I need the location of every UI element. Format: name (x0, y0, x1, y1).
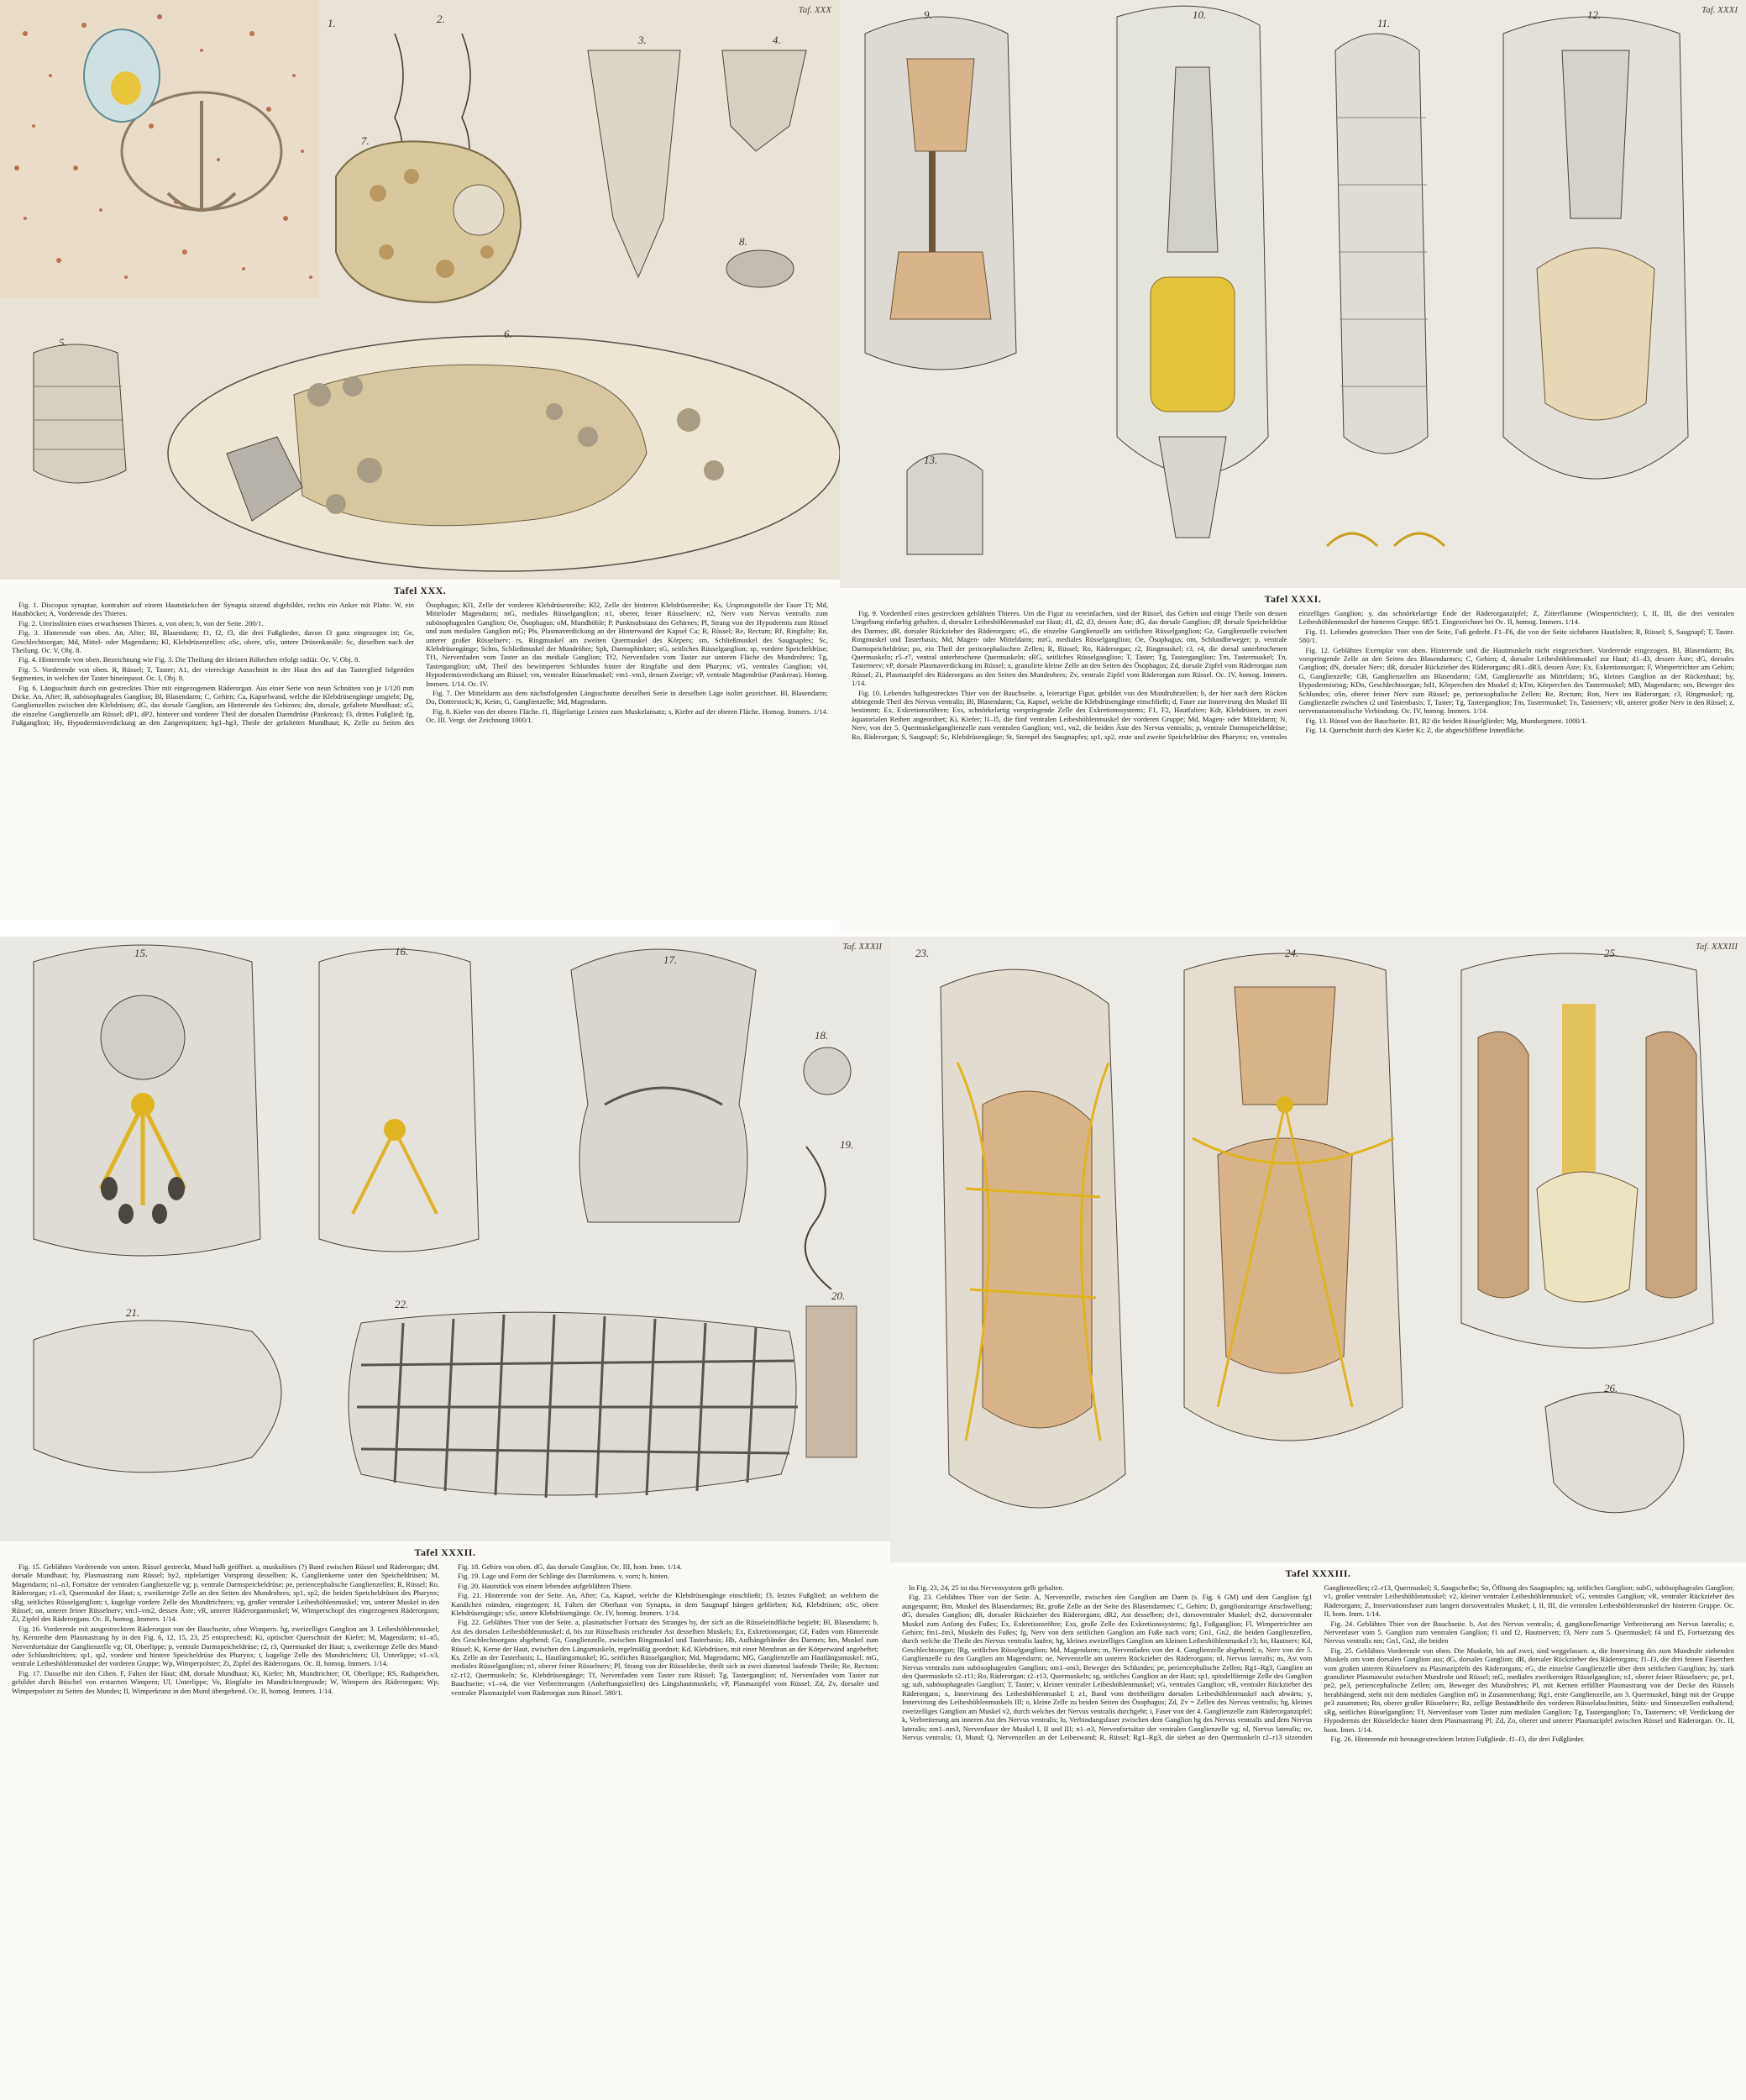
fig-number: 9. (924, 8, 932, 21)
fig-number: 21. (126, 1306, 140, 1319)
caption-paragraph: Fig. 4. Hinterende von oben. Bezeichnung wie Fig. 3. Die Theilung der kleinen Röhrchen erfolgt radiär. Oc. V, Obj. 8. (18, 655, 360, 664)
fig25-left-organ (1478, 1032, 1528, 1298)
plate-xxx-drawings (0, 0, 840, 580)
plate-xxx-caption (0, 580, 840, 920)
caption-paragraph: Fig. 17. Dasselbe mit den Cilien. F, Falten der Haut; dM, dorsale Mundhaut; Ki, Kiefer; Mt, Mundtrichter; Ol, Oberlippe; RS, Radspeichen, gebildet durch Büschel von erstarrten Wimpern; Ul, Unterlippe; Vo, Ringfalte im Mundtrichtergrunde; W, Wimpern des Räderorgans; Wp, Wimperpolster zu Seiten des Mundes; II, Wimperkranz in den Mund übergehend. Oc. II, homog. Immers. 1/14. (12, 1668, 439, 1695)
caption-paragraph: Fig. 23. Geblähtes Thier von der Seite. A, Nervenzelle, zwischen den Ganglion am Darm (s. Fig. 6 GM) und dem Ganglion fg1 ausgespannt; Bm, Muskel des Blasendarmes; Bz, große Zelle an der Seite des Blasendarmes; C, Gehirn; D, ganglionärartige Anschwellung; dG, dorsales Ganglion; dR, dorsaler Rückzieher des Räderorgans; dR2, Ast desselben; dv1, dorsoventraler Muskel; dv2, dorsoventraler Muskel zum Anfang des Fußes; Ex, Exkretionsröhre; Exs, große Zelle des Exkretionssystems; fg1, Fußganglion; Fl, Wimpertrichter am Gehirn; fm1–fm3, Muskeln des Fußes; fg, Nerv von dem seitlichen Ganglion am Fuße nach vorn; Gn1, Gn2, die beiden Ganglienzellen, durch welche die Theile des Nervus ventralis laufen; hg, kleines zweizelliges Ganglion am kleinen Leibeshöhlenmuskel r3; hn, Hautnerv; Kd, Geschlechtsorgan; lRg, seitliches Rüsselganglion; Md, Magendarm; m, Nervenfaden von der 4. Ganglienzelle abgehend; n, Nerv von der 5. Ganglienzelle zu den Ganglien am Magendarm; ne, Nervenzelle am unteren Rückzieher des Räderorgans; nl, Nervus lateralis; ns, Ast vom Nervus ventralis zum subösophagealen Ganglion; om1–om3, Beweger des Schlundes; pe, periencephalische Zellen; Rg1–Rg3, Ganglien an den Quermuskeln r2–r11; Ro, Räderorgan; r2–r13, Quermuskeln; sg, seitliches Ganglion an der Haut; sp1, spindelförmige Zelle des Ganglion sg; sub, subösophageales Ganglion; T, Taster; v, kleiner ventraler Leibeshöhlenmuskel; vG, ventrales Ganglion; vR, ventraler Rückzieher des Räderorgans; x, Innervirung des Leibeshöhlenmuskel I; z1, Band vom dreitheiligen dorsalen Leibeshöhlenmuskel nach abwärts; y, Innervirung des Leibeshöhlenmuskels III; o, kleine Zelle zu beiden Seiten des Ösophagus; Zd, Zv = Zellen des Nervus ventralis; hg, kleines zweizelliges Ganglion am Muskel v2, durch welches der Nervus ventralis durchgeht; i, Faser von der 4. Ganglienzelle zum Räderorganzipfel; k, Verbreiterung am inneren Ast des Nervus ventralis; lo, Verbindungsfaser zwischen dem Ganglion hg des Nervus ventralis und dem Nervus lateralis; nm1–nm3, Nervenfaser der Muskel I, II und III; n1–n3, Nervenfortsätze der ventralen Ganglienzelle vg; nl, Nervus lateralis; nv, Nervus ventralis; O, Mund; Q, Nervenzellen an der Leibeswand; R, Rüssel; Rg1–Rg3, die sieben an den Quermuskeln r2–r13 sitzenden Ganglienzellen; r2–r13, Quermuskel; S, Saugscheibe; So, Öffnung des Saugnapfes; sg, seitliches Ganglion; subG, subösophageales Ganglion; v1, großer ventraler Leibeshöhlenmuskel; v2, kleiner ventraler Leibeshöhlenmuskel; vG, ventrales Ganglion; vR, ventraler Rückzieher des Räderorgans; Z, Innervationsfaser zum langen dorsoventralen Muskel; I, II, III, die ventralen Leibeshöhlenmuskel der hinteren Gruppe. Oc. II, hom. Imm. 1/14. (902, 1583, 1734, 1741)
fig24-gut (1218, 1138, 1352, 1373)
fig-number: 1. (328, 17, 336, 29)
plate-xxxii-illustration (0, 937, 890, 1541)
fig15-ganglion (131, 1093, 155, 1116)
fig-number: 13. (924, 454, 938, 466)
plate-xxxi-illustration (840, 0, 1746, 588)
caption-paragraph: Fig. 2. Umrisslinien eines erwachsenen Thieres. a, von oben; b, von der Seite. 200/1. (18, 618, 264, 627)
plate-xxxii-caption (0, 1541, 890, 2100)
plate-xxxiii-tafel-mark: Taf. XXXIII (1695, 942, 1738, 952)
fig-number: 11. (1377, 17, 1391, 29)
plate-xxxii-panel (0, 937, 890, 2100)
fig1-skin-patch (0, 0, 319, 298)
caption-paragraph: Fig. 9. Vordertheil eines gestreckten geblähten Thieres. Um die Figur zu vereinfachen, sind der Rüssel, das Gehirn und einige Theile von dessen Umgebung einfarbig gehalten. d, dorsaler Leibeshöhlenmuskel zur Haut; d1, d2, d3, dessen Äste; dG, das dorsale Ganglion; dP, dorsale Speicheldrüse des Darmes; dR, dorsaler Rückzieher des Räderorgans; eG, die einzelne Ganglienzelle am seitlichen Rüsselganglion; Gz, Ganglienzelle zwischen Ringmuskel und Tasterbasis; Md, Magen- oder Mitteldarm; mrG, mediales Rüsselganglion; Oe, Ösophagus; om, Schlundbeweger; p, ventrale Darmspeicheldrüse; po, ein Theil der pericoephalischen Zellen; R, Rüssel; Ro, Räderorgan; r2, Ringmuskel; r3, r4, die dorsal unterbrochenen Quermuskeln; r5–r7, ventral unterbrochene Quermuskeln; sRG, seitliches Rüsselganglion; T, Taster; Tg, Tasterganglion; Tm, Tastermuskel; Tn, Tasternerv; vP, dorsale Plasmaverdickung im Rüssel; x, granulirte kleine Zelle an den Seiten des Ösophagus; Zd, dorsale Zipfel vom Räderorgan zum Rüssel; Zi, Plasmazipfel des Räderorgans an den Seiten des Mundrohres; Zv, ventrale Zipfel vom Räderorgan zum Rüssel. Oc. IV, homog. Immers. 1/14. (852, 609, 1287, 688)
caption-paragraph: Fig. 26. Hinterende mit herausgestrecktem letzten Fußgliede. f1–f3, die drei Fußglieder. (1330, 1734, 1585, 1743)
fig4-hind-end (722, 50, 806, 151)
fig-number: 26. (1604, 1382, 1618, 1394)
fig10-midgut (1151, 277, 1235, 412)
plate-xxxiii-caption-text (902, 1583, 1734, 1743)
fig20-skin (806, 1306, 857, 1457)
fig8-jaw (726, 250, 794, 287)
fig7-keim (454, 185, 504, 235)
plate-xxxiii-panel (890, 937, 1746, 2100)
fig24-ganglion (1277, 1096, 1293, 1113)
fig1-animal-yellow (111, 71, 141, 105)
caption-paragraph: Fig. 13. Rüssel von der Bauchseite. B1, B2 die beiden Rüsselglieder; Mg, Mundsegment. 1000/1. (1305, 716, 1587, 725)
fig10-pharynx (1167, 67, 1218, 252)
fig5-front-end (34, 344, 126, 483)
plate-xxxiii-title: Tafel XXXIII. (1285, 1567, 1351, 1579)
fig9-gut (890, 252, 991, 319)
plate-xxxi-drawings (840, 0, 1746, 588)
fig-number: 15. (134, 947, 149, 959)
fig14-jaw-section (1327, 533, 1445, 546)
caption-paragraph: Fig. 20. Hautstück von einem lebenden aufgeblähten Thiere. (458, 1581, 632, 1590)
caption-paragraph: Fig. 10. Lebendes halbgestrecktes Thier von der Bauchseite. a, leierartige Figur, gebildet von den Mundrohrzellen; b, der hier nach dem Rücken abbiegende Theil des Nervus ventralis; Bl, Blasendarm; Ca, Kapsel, welche die Klebdrüsengänge einschließt; d, Faser zur Innervirung des Muskel III bestimmt; Ex, Exkretionsröhren; Exs, schnörkelartig vorspringende Zelle des Exkretionssystems; F1, F2, Hautfalten; Kdr, Klebdrüsen, in zwei äquatorialen Reihen angeordnet; Ki, Kiefer; l1–l5, die fünf ventralen Leibeshöhlenmuskel der vorderen Gruppe; Md, Magen- oder Mitteldarm; N, Nerv, von der 5. Quermuskelganglienzelle zum ventralen Ganglion; vn1, vn2, die beiden Äste des Nervus ventralis; p, ventrale Darmspeicheldrüse; Ro, Räderorgan; S, Saugnapf; Sc, Klebdrüsengänge; St, Stempel des Saugnapfes; sp1, sp2, erste und zweite Speicheldrüse des Pharynx; vn, ventrales einzelliges Ganglion; y, das schnörkelartige Ende der Räderorganzipfel; Z, Zitterflamme (Wimpertrichter); I, II, III, die drei ventralen Leibeshöhlenmuskel der hinteren Gruppe. 685/1. Eingezeichnet bei Oc. II, homog. Immers. 1/14. (852, 609, 1734, 741)
plate-xxxii-title: Tafel XXXII. (414, 1546, 476, 1558)
fig26-hind-end (1545, 1392, 1684, 1512)
fig-number: 3. (638, 34, 647, 46)
plate-xxx-caption-text (12, 601, 828, 727)
fig-number: 18. (815, 1029, 829, 1042)
plate-xxxii-caption-text (12, 1562, 878, 1697)
plate-xxxi-caption-text (852, 609, 1734, 741)
fig-number: 20. (831, 1289, 846, 1302)
fig25-right-organ (1646, 1032, 1696, 1298)
fig-number: 17. (663, 953, 678, 966)
caption-paragraph: Fig. 19. Lage und Form der Schlinge des Darmlumens. v, vorn; h, hinten. (458, 1572, 669, 1581)
plate-xxx-panel (0, 0, 840, 920)
fig-number: 2. (437, 13, 445, 25)
fig-number: 23. (915, 947, 930, 959)
fig11-body (1335, 34, 1428, 454)
fig-number: 12. (1587, 8, 1602, 21)
fig9-proboscis (907, 59, 974, 151)
fig10-foot (1159, 437, 1226, 538)
fig13-proboscis (907, 454, 983, 554)
fig16-front-end (319, 949, 479, 1252)
caption-paragraph: Fig. 6. Längsschnitt durch ein gestrecktes Thier mit eingezogenem Räderorgan. Aus einer Serie von neun Schnitten von je 1/120 mm Dicke. An, After; B, subösophageales Ganglion; Bl, Blasendarm; C, Gehirn; Ca, Kapselwand, welche die Klebdrüsengänge umgiebt; Dg, Ganglienzellen zwischen den Klebdrüsen; dG, das dorsale Ganglion, am Hinterende des Gehirnes; dm, dorsale, gefaltete Mundhaut; sG, die einzelne Ganglienzelle am Rüssel; dP1, dP2, hinterer und vorderer Theil der dorsalen Darmdrüse (Pankreas); f3, drittes Fußglied; fg, Fußganglion; Hy, Hypodermisverdickung an den Zangenspitzen; hg1–hg3, Theile der gefalteten Mundhaut; K, Zelle zu Seiten des Ösophagus; Kl1, Zelle der vorderen Klebdrüsenreihe; Kl2, Zelle der hinteren Klebdrüsenreihe; Ks, Ursprungsstelle der Faser Tf; Md, Mitteloder Magendarm; mG, mediales Rüsselganglion; n1, oberer, feiner Rüsselnerv; n2, Nerv vom Nervus ventralis zum subösophagealen Ganglion; Oe, Ösophagus; oM, Mundhöhle; P, Punktsubstanz des Gehirnes; Pl, Strang von der Hypodermis zum Rüssel und zum medialen Ganglion mG; Pls, Plasmaverdickung an der Hinterwand der Kapsel Ca; R, Rüssel; Re, Rectum; Rf, Ringfalte; Rn, unterer großer Rüsselnerv; rs, Ringmuskel am zweiten Quermuskel des Körpers; sm, Schließmuskel des Saugnapfes; Sc, Klebdrüsengänge; Schm, Schließmuskel der Mundröhre; Sph, Darmsphinkter; sG, seitliches Rüsselganglion; sp, vordere Speicheldrüse; Tf1, Nervenfaden vom Taster an das mediale Ganglion; Tf2, Nervenfaden vom Taster zur unteren Fläche des Mundrohres; Tg, Tasterganglion; uM, Theil des bewimperten Schlundes hinter der Ringfalte und dem Pharynx; vG, ventrales Ganglion; vH, Hypodermisverdickung am Rüssel; vm, ventraler Rüsselmuskel; vm1–vm3, dessen Zweige; vP, ventrale Magendrüse (Pankreas). Homog. Immers. 1/14. Oc. IV. (12, 601, 828, 727)
caption-paragraph: Fig. 22. Geblähtes Thier von der Seite. a, plasmatischer Fortsatz des Stranges hy, der sich an die Rüsseleindfläche begiebt; Bl, Blasendarm; b, Ast des dorsalen Leibeshöhlenmuskel; d, bis zur Rüsselbasis reichender Ast desselben Muskels; Ex, Exkretionsorgan; Gf, Faden vom Hinterende des Geschlechtsorgans abgehend; Gz, Ganglienzelle, zwischen Ringmuskel und Tasterbasis; Hb, Aufhängebänder des Darmes; hm, Muskel zum Rüssel; K, Kerne der Haut, zwischen den Längsmuskeln, regelmäßig geordnet; Kd, Klebdrüsen, mit einer Membran an der Körperwand angeheftet; Ks, Zelle an der Tasterbasis; L, Hautlängsmuskel; IG, seitliches Rüsselganglion; Md, Magendarm; MG, Ganglienzelle am Hautlängsmuskel; mG, mediales Rüsselganglion; n1, oberer feiner Rüsselnerv; Pl, Strang von der Rüsseldecke, theilt sich in zwei diametral laufende Theile; Re, Rectum; r2–r12, Quermuskeln; Sc, Klebdrüsengänge; Tf, Nervenfaden vom Taster zum Rüssel; Tg, Tasterganglion; nf, Nervenfaden vom Taster zur Bauchseite; v1–v4, die vier Verbreiterungen (Anheftungsstellen) des Längshautmuskels; vP, Plasmazipfel vom Rüssel; Zd, Zv, dorsaler und ventraler Plasmazipfel vom Räderorgan zum Rüssel. 580/1. (451, 1618, 878, 1697)
fig18-brain (804, 1047, 851, 1095)
fig-number: 4. (773, 34, 781, 46)
plate-xxxiii-illustration (890, 937, 1746, 1562)
plate-xxxi-caption (840, 588, 1746, 932)
fig-number: 10. (1193, 8, 1207, 21)
fig22-body (349, 1312, 796, 1495)
plate-xxx-tafel-mark: Taf. XXX (798, 5, 831, 15)
caption-paragraph: Fig. 18. Gehirn von oben. dG, das dorsale Ganglion. Oc. III, hom. Imm. 1/14. (458, 1562, 683, 1571)
fig25-nerve-center (1562, 1004, 1596, 1189)
fig-number: 24. (1285, 947, 1299, 959)
plate-xxx-title: Tafel XXX. (393, 585, 447, 596)
fig17-front-end (571, 949, 756, 1222)
caption-paragraph: Fig. 25. Geblähtes Vorderende von oben. Die Muskeln, bis auf zwei, sind weggelassen. a, die Innervirung des zum Mundrohr ziehenden Muskels om vom dorsalen Ganglion aus; dG, dorsales Ganglion; dR, dorsaler Rückzieher des Räderorgans; f1–f3, die drei feinen Fäserchen vom großen unteren Rüsselnerv zu Plasmazipfeln des Räderorgans; eG, die einzelne Ganglienzelle über dem seitlichen Ganglion; hy, stark granulirter Plasmawulst zwischen Mundrohr und Rüssel; mG, mediales zweikerniges Rüsselganglion; n1, oberer feiner Rüsselnerv; pe, pe1, pe2, pe3, periencephalische Zellen; om, Beweger des Mundrohres; Pl, mit Kernen erfüllter Plasmastrang von der Decke des Rüssels herabhängend, steht mit dem medialen Ganglion mG in Zusammenhang; Rg1, erste Ganglienzelle, am 3. Quermuskel, hängt mit der Gruppe pe3 zusammen; Rn, oberer großer Rüsselnerv; Rz, zellige Bestandtheile des vorderen Rüsselabschnittes, Stütz- und Sinneszellen enthaltend; sRg, seitliches Rüsselganglion; Tf, Nervenfaser vom Taster zum medialen Ganglion; Tg, Tasterganglion; Tn, Tasternerv; vP, Verdickung der Hypodermis der Rüsseldecke hinter dem Plasmastrang Pl; Zd, Zo, oberer und unterer Plasmazipfel zwischen Rüssel und Räderorgan. Oc. II, hom. Imm. 1/14. (1324, 1646, 1734, 1734)
plate-xxxiii-drawings (890, 937, 1746, 1562)
caption-paragraph: Fig. 1. Discopus synaptae, kontrahirt auf einem Hautstückchen der Synapta sitzend abgebildet, rechts ein Anker mit Platte. W, ein Hauthöcker; A, Vorderende des Thieres. (12, 601, 414, 618)
fig-number: 19. (840, 1138, 854, 1151)
fig25-gut (1537, 1172, 1638, 1302)
caption-paragraph: Fig. 21. Hinterende von der Seite. An, After; Ca, Kapsel, welche die Klebdrüsengänge einschließt; f3, letztes Fußglied; an welchem die Kanälchen münden, eingezogen; H, Falten der Oberhaut von Synapta, in dem Saugnapf hängen geblieben; Kd, Klebdrüsen; oSc, obere Klebdrüsengänge; uSc, untere Klebdrüsengänge. Oc. IV, homog. Immers. 1/14. (451, 1591, 878, 1618)
caption-paragraph: Fig. 14. Querschnitt durch den Kiefer Ki; Z, die abgeschliffene Innenfläche. (1305, 726, 1525, 735)
fig-number: 5. (59, 336, 67, 349)
fig-number: 6. (504, 328, 512, 340)
fig19-gut-loop (805, 1147, 831, 1289)
fig15-proboscis (101, 995, 185, 1079)
caption-paragraph: Fig. 8. Kiefer von der oberen Fläche. f1, flügelartige Leisten zum Muskelansatz; s, Kiefer auf der oberen Fläche. Homog. Immers. 1/14. Oc. III. Vergr. der Zeichnung 1000/1. (426, 706, 828, 725)
fig-number: 8. (739, 235, 747, 248)
plate-xxxiii-caption (890, 1562, 1746, 2100)
fig24-head-organs (1235, 987, 1335, 1105)
fig23-gut (983, 1091, 1092, 1428)
caption-paragraph: Fig. 11. Lebendes gestrecktes Thier von der Seite, Fuß gedreht. F1–F6, die von der Seite sichtbaren Hautfalten; R, Rüssel; S, Saugnapf; T, Taster. 580/1. (1298, 627, 1734, 645)
fig21-hind-end (34, 1320, 281, 1473)
plate-xxxi-tafel-mark: Taf. XXXI (1701, 5, 1738, 15)
caption-paragraph: In Fig. 23, 24, 25 ist das Nervensystem gelb gehalten. (909, 1583, 1064, 1592)
fig-number: 25. (1604, 947, 1618, 959)
plate-xxxii-tafel-mark: Taf. XXXII (842, 942, 882, 952)
caption-paragraph: Fig. 12. Geblähtes Exemplar von oben. Hinterende und die Hautmuskeln nicht eingezeichnet. Vorderende eingezogen. Bl, Blasendarm; Bs, vorspringende Zelle an den Seiten des Blasendarmes; C, Gehirn; d, dorsaler Leibeshöhlenmuskel zur Haut; d1–d3, dessen Äste; dG, dorsales Ganglion; dN, dorsaler Nerv; dR, dorsaler Rückzieher des Räderorgans; dR1–dR3, dessen Äste; Ex, Exkretionsorgan; F, Wimpertrichter am Gehirn; G, Ganglienzelle; GB, Ganglienzellen am Blasendarm; GM, Ganglienzelle am Mitteldarm; hG, kleines Ganglion an der Rückenhaut; hy, Hypodermisring; KDo, Geschlechtsorgan; hd1, Körperchen des Muskel d; kTm, Körperchen des Tastermuskel; MD, Magendarm; om, Beweger des Schlundes; oSn, oberer feiner Nerv zum Rüssel; pe, perioesophalische Zellen; Re, Rectum; Ron, Nerv ins Räderorgan; r3, Ringmuskel; rg, Ganglienzelle zwischen r2 und Tastenbasis; T, Taster; Tg, Tasterganglion; Tm, Tastermuskel; Tn, Tasternerv; vR, unterer großer Nerv in den Rüssel; z, nervenanastomalische Verbindung. Oc. IV, homog. Immers. 1/14. (1298, 645, 1734, 716)
caption-paragraph: Fig. 15. Geblähtes Vorderende von unten. Rüssel gestreckt, Mund halb geöffnet. a, muskulöses (?) Band zwischen Rüssel und Räderorgan; dM, dorsale Mundhaut; hy, Plasmastrang zum Rüssel; hy2, zipfelartiger Vorsprung desselben; K, Ganglienkerne unter den Speicheldrüsen; M, Magendarm; n1–n3, Fortsätze der ventralen Ganglienzelle vg; p, ventrale Darmspeicheldrüse; pe, periencephalische Ganglienzellen; R, Rüssel; Ro, Räderorgan; r1–r3, Quermuskel der Haut; s, zweikernige Zelle an den Seiten des Mundrohres; sp1, sp2, die beiden Speicheldrüsen des Pharynx; sRg, seitliches Rüsselganglion; t, kugelige vordere Zelle des Mundtrichters; vg, großer ventraler Leibeshöhlenmuskel; vm, unterer Muskel in den Rüssel; on, unterer feiner Rüsselnerv; vm1–vm2, dessen Äste; vR, unterer Räderorganmuskel; W, Wimperschopf des eingezogenen Räderorgans; Zi, Zipfel des Räderorgans. Oc. II, homog. Immers. 1/14. (12, 1562, 439, 1624)
fig-number: 22. (395, 1298, 409, 1310)
caption-paragraph: Fig. 24. Geblähtes Thier von der Bauchseite. b, Ast des Nervus ventralis; d, ganglionellenartige Verbreiterung am Nervus lateralis; e, Nervenfaser vom 5. Ganglion zum ventralen Ganglion; f1 und f2, Hautnerven; f3, Nerv zum 5. Quermuskel; f4 und f5, Fortsetzung des Nervus ventralis nm; Gn1, Gn2, die beiden (1324, 1619, 1734, 1646)
plate-xxxii-drawings (0, 937, 890, 1541)
caption-paragraph: Fig. 3. Hinterende von oben. An, After; Bl, Blasendarm; f1, f2, f3, die drei Fußglieder, davon f3 ganz eingezogen ist; Ge, Geschlechtsorgan; Md, Mittel- oder Magendarm; Kl, Klebdrüsenzellen; oSc, obere, uSc, untere Drüsenkanäle; Sc, dieselben nach der Theilung. Oc. V, Obj. 8. (12, 628, 414, 655)
plate-xxxi-panel (840, 0, 1746, 932)
caption-paragraph: Fig. 5. Vorderende von oben. R, Rüssel; T, Taster; A1, der viereckige Ausschnitt in der Haut des auf das Tasterglied folgenden Segmentes, in welchen der Taster hineinpasst. Oc. I, Obj. 8. (12, 664, 414, 683)
plate-xxxi-title: Tafel XXXI. (1264, 593, 1322, 605)
fig-number: 16. (395, 945, 409, 958)
fig12-head (1562, 50, 1629, 218)
fig3-hind-end (588, 50, 680, 277)
plate-xxx-illustration (0, 0, 840, 580)
caption-paragraph: Fig. 16. Vorderende mit ausgestrecktem Räderorgan von der Bauchseite, ohne Wimpern. hg, zweizelliges Ganglion am 3. Leibeshöhlenmuskel; hy, Kernreihe dem Plasmastrang hy in den Fig. 6, 12, 15, 23, 25 entsprechend; Ki, optischer Querschnitt der Kiefer; M, Magendarm; n1–n5, Nervenfortsätze der Ganglienzelle vg; Ol, Oberlippe; p, ventrale Darmspeicheldrüse; r2, r3, Quermuskel der Haut; s, zweikernige Zelle des Mund- oder Schlundtrichters; sp1, sp2, vordere und hintere Speicheldrüse des Pharynx; t, kugelige Zelle des Mundtrichters; Ul, Unterlippe; v1–v3, ventrale Leibeshöhlenmuskel der vorderen Gruppe; Wp, Wimperpolster; Zi, Zipfel des Räderorgans. Oc. II, homog. Immers. 1/14. (12, 1624, 439, 1668)
fig12-blasendarm (1537, 248, 1654, 420)
caption-paragraph: Fig. 7. Der Mitteldarm aus dem nächstfolgenden Längsschnitte derselben Serie in derselben Lage isolirt gezeichnet. Bl, Blasendarm; Do, Dotterstock; K, Keim; G, Ganglienzelle; Md, Magendarm. (426, 689, 828, 706)
fig-number: 7. (361, 134, 370, 147)
